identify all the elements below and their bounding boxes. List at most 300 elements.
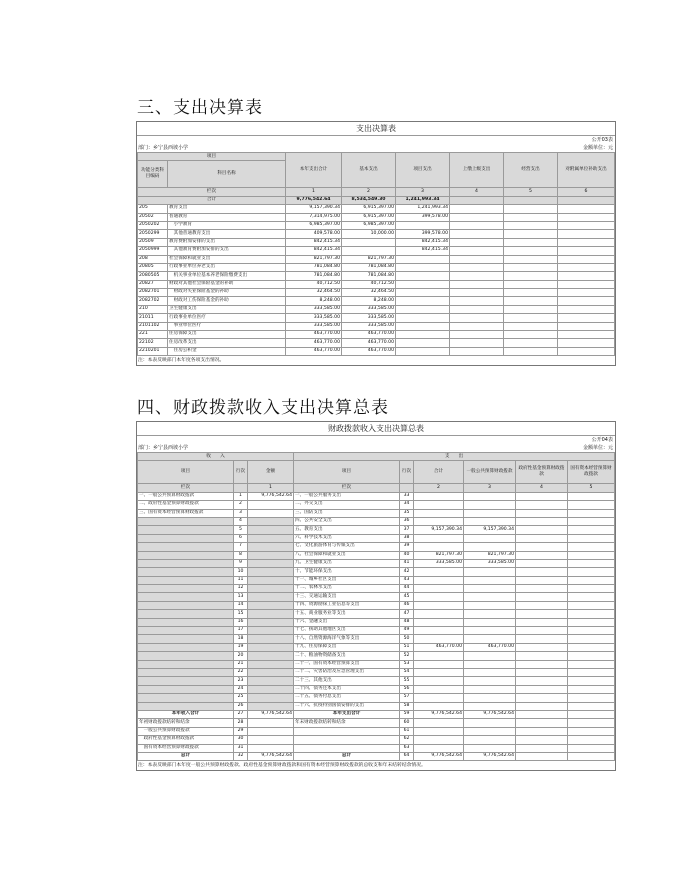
expense-amount xyxy=(516,610,568,618)
amount-cell xyxy=(504,213,558,221)
col-index-5: 5 xyxy=(504,188,558,196)
income-amount xyxy=(248,543,294,551)
amount-cell: 8,248.00 xyxy=(286,297,342,305)
table-row xyxy=(138,331,615,339)
income-line-no: 13 xyxy=(234,593,248,601)
col-index-3: 3 xyxy=(464,484,516,492)
expense-amount xyxy=(568,727,615,735)
subject-name: 行政事业单位医疗 xyxy=(168,314,286,322)
income-amount xyxy=(248,685,294,693)
expense-amount xyxy=(516,727,568,735)
income-line-no: 16 xyxy=(234,618,248,626)
subject-name: 社会保障和就业支出 xyxy=(168,255,286,263)
amount-cell xyxy=(396,305,450,313)
income-item xyxy=(138,660,234,668)
expense-line-no: 56 xyxy=(400,685,414,693)
income-item xyxy=(138,610,234,618)
subject-code: 20509 xyxy=(138,238,168,246)
table-row xyxy=(138,247,615,255)
total-value-1: 9,776,542.64 xyxy=(286,196,342,204)
amount-cell: 781,084.80 xyxy=(342,272,396,280)
amount-cell xyxy=(504,247,558,255)
income-amount xyxy=(248,719,294,727)
expense-amount xyxy=(414,534,464,542)
expense-line-no: 40 xyxy=(400,551,414,559)
income-amount xyxy=(248,585,294,593)
table-row xyxy=(138,534,615,542)
total-value-6 xyxy=(558,196,615,204)
amount-cell: 333,585.00 xyxy=(286,322,342,330)
income-amount xyxy=(248,576,294,584)
expense-amount xyxy=(568,593,615,601)
income-item xyxy=(138,627,234,635)
expense-line-no: 58 xyxy=(400,702,414,710)
income-amount xyxy=(248,660,294,668)
expense-amount xyxy=(568,710,615,718)
table-row xyxy=(138,685,615,693)
income-line-no: 5 xyxy=(234,526,248,534)
col-index-6: 6 xyxy=(558,188,615,196)
income-item xyxy=(138,551,234,559)
expense-amount xyxy=(516,551,568,559)
income-line-no: 23 xyxy=(234,677,248,685)
income-amount xyxy=(248,702,294,710)
amount-cell: 333,585.00 xyxy=(286,314,342,322)
expenditure-table-body xyxy=(138,205,615,356)
expense-line-no: 49 xyxy=(400,627,414,635)
table-row xyxy=(138,347,615,355)
table-row xyxy=(138,559,615,567)
table-row xyxy=(138,593,615,601)
amount-cell xyxy=(450,305,504,313)
income-amount: 9,776,542.64 xyxy=(248,752,294,760)
expense-line-no: 47 xyxy=(400,610,414,618)
expense-amount: 9,776,542.64 xyxy=(414,752,464,760)
table-row xyxy=(138,744,615,752)
table-row xyxy=(138,322,615,330)
col-index-3: 3 xyxy=(396,188,450,196)
amount-cell: 40,712.50 xyxy=(286,280,342,288)
expense-amount xyxy=(464,694,516,702)
expense-amount xyxy=(464,593,516,601)
income-line-no: 4 xyxy=(234,517,248,525)
subject-code: 2050202 xyxy=(138,221,168,229)
col-index-1: 1 xyxy=(248,484,294,492)
expense-amount: 821,797.30 xyxy=(464,551,516,559)
amount-cell xyxy=(396,331,450,339)
expense-item-header: 项目 xyxy=(294,461,400,484)
subject-name: 普通教育 xyxy=(168,213,286,221)
amount-cell xyxy=(504,280,558,288)
income-line-no: 22 xyxy=(234,668,248,676)
expense-amount: 463,770.00 xyxy=(414,643,464,651)
expense-amount xyxy=(414,593,464,601)
expense-line-no: 51 xyxy=(400,643,414,651)
subject-name: 财政对工伤保险基金的补助 xyxy=(168,297,286,305)
amount-cell: 463,770.00 xyxy=(286,339,342,347)
table-row xyxy=(138,205,615,213)
expense-general-header: 一般公共预算财政拨款 xyxy=(464,461,516,484)
amount-cell xyxy=(558,255,615,263)
expense-amount xyxy=(414,576,464,584)
expense-amount xyxy=(568,643,615,651)
expense-line-no: 55 xyxy=(400,677,414,685)
expense-item: 九、卫生健康支出 xyxy=(294,559,400,567)
expense-amount xyxy=(568,601,615,609)
income-line-no: 18 xyxy=(234,635,248,643)
expense-amount xyxy=(516,643,568,651)
expense-amount xyxy=(568,677,615,685)
amount-cell: 1,241,993.34 xyxy=(396,205,450,213)
expense-item: 十六、金融支出 xyxy=(294,618,400,626)
income-amount xyxy=(248,694,294,702)
amount-cell xyxy=(342,247,396,255)
amount-cell: 333,585.00 xyxy=(286,305,342,313)
amount-cell xyxy=(558,339,615,347)
col-index-label-left: 栏次 xyxy=(138,484,234,492)
expense-item: 二十六、抗疫特别国债安排的支出 xyxy=(294,702,400,710)
expense-amount xyxy=(516,652,568,660)
col-index-2: 2 xyxy=(342,188,396,196)
expense-line-no: 44 xyxy=(400,585,414,593)
table-row xyxy=(138,551,615,559)
expense-line-no: 57 xyxy=(400,694,414,702)
expense-line-no: 45 xyxy=(400,593,414,601)
expense-line-no: 63 xyxy=(400,744,414,752)
amount-cell xyxy=(558,263,615,271)
expense-item: 二十二、灾害防治及应急管理支出 xyxy=(294,668,400,676)
expense-amount xyxy=(568,568,615,576)
expense-amount xyxy=(516,710,568,718)
table-row xyxy=(138,568,615,576)
table-row xyxy=(138,501,615,509)
subject-name: 小学教育 xyxy=(168,221,286,229)
income-item: 一、一般公共预算财政拨款 xyxy=(138,492,234,500)
table-row xyxy=(138,509,615,517)
amount-cell: 32,464.50 xyxy=(286,289,342,297)
table-row xyxy=(138,652,615,660)
income-item xyxy=(138,517,234,525)
col-project-header: 项目支出 xyxy=(396,153,450,188)
expense-amount xyxy=(414,627,464,635)
col-index-label: 栏次 xyxy=(138,188,286,196)
amount-cell xyxy=(450,347,504,355)
amount-cell: 463,770.00 xyxy=(286,331,342,339)
expense-amount xyxy=(568,685,615,693)
amount-cell xyxy=(504,305,558,313)
expense-amount xyxy=(464,543,516,551)
income-line-no: 32 xyxy=(234,752,248,760)
amount-cell: 463,770.00 xyxy=(342,331,396,339)
amount-cell xyxy=(504,289,558,297)
amount-cell xyxy=(558,280,615,288)
expense-amount xyxy=(464,719,516,727)
expenditure-table-title: 支出决算表 xyxy=(137,122,615,136)
amount-cell: 463,770.00 xyxy=(286,347,342,355)
expense-amount xyxy=(516,585,568,593)
unit-label: 金额单位：元 xyxy=(582,145,613,151)
income-item: 国有资本经营预算财政拨款 xyxy=(138,744,234,752)
amount-cell: 821,797.30 xyxy=(342,255,396,263)
expense-amount xyxy=(516,660,568,668)
income-amount xyxy=(248,559,294,567)
amount-cell xyxy=(558,272,615,280)
subject-code: 2101102 xyxy=(138,322,168,330)
table-row xyxy=(138,694,615,702)
amount-cell xyxy=(396,297,450,305)
expense-amount xyxy=(464,744,516,752)
income-item xyxy=(138,685,234,693)
amount-cell xyxy=(396,322,450,330)
expense-line-no: 52 xyxy=(400,652,414,660)
expense-line-no: 64 xyxy=(400,752,414,760)
income-line-no: 1 xyxy=(234,492,248,500)
income-amount xyxy=(248,744,294,752)
expense-amount xyxy=(464,677,516,685)
expense-total-header: 合计 xyxy=(414,461,464,484)
expense-amount xyxy=(568,534,615,542)
expense-amount xyxy=(568,501,615,509)
expense-amount xyxy=(414,618,464,626)
expense-line-no: 33 xyxy=(400,492,414,500)
expense-line-no: 59 xyxy=(400,710,414,718)
amount-cell xyxy=(396,339,450,347)
income-line-no: 31 xyxy=(234,744,248,752)
amount-cell xyxy=(558,297,615,305)
table-row xyxy=(138,238,615,246)
expense-amount xyxy=(516,601,568,609)
expense-amount xyxy=(464,492,516,500)
income-item: 政府性基金预算财政拨款 xyxy=(138,736,234,744)
subject-name: 财政对失业保险基金的补助 xyxy=(168,289,286,297)
income-item xyxy=(138,585,234,593)
amount-cell xyxy=(504,314,558,322)
amount-cell: 842,415.34 xyxy=(396,247,450,255)
expenditure-note: 注：本表反映部门本年度各项支出情况。 xyxy=(138,358,225,364)
expense-amount xyxy=(464,534,516,542)
amount-cell: 781,084.80 xyxy=(286,272,342,280)
amount-cell: 821,797.30 xyxy=(286,255,342,263)
expense-amount xyxy=(464,736,516,744)
fiscal-table-frame xyxy=(136,421,616,771)
expense-amount xyxy=(516,534,568,542)
expense-amount xyxy=(516,543,568,551)
income-amount xyxy=(248,736,294,744)
table-row xyxy=(138,677,615,685)
expense-line-no: 34 xyxy=(400,501,414,509)
income-item xyxy=(138,668,234,676)
income-item xyxy=(138,601,234,609)
subject-code: 22102 xyxy=(138,339,168,347)
expenditure-table-frame xyxy=(136,121,616,366)
col-index-2: 2 xyxy=(414,484,464,492)
amount-cell xyxy=(396,263,450,271)
amount-cell xyxy=(558,247,615,255)
expense-item: 二十三、其他支出 xyxy=(294,677,400,685)
expense-line-no: 61 xyxy=(400,727,414,735)
expense-amount xyxy=(568,668,615,676)
expense-amount xyxy=(414,727,464,735)
income-amount xyxy=(248,727,294,735)
unit-label: 金额单位：元 xyxy=(582,445,613,451)
expense-item xyxy=(294,727,400,735)
amount-cell xyxy=(504,322,558,330)
expense-amount xyxy=(464,727,516,735)
expense-item: 十一、城乡社区支出 xyxy=(294,576,400,584)
subject-name: 住房公积金 xyxy=(168,347,286,355)
expense-amount xyxy=(568,719,615,727)
amount-cell xyxy=(396,314,450,322)
amount-cell xyxy=(504,297,558,305)
amount-cell xyxy=(504,255,558,263)
total-value-3: 1,241,993.34 xyxy=(396,196,450,204)
expense-item: 二、外交支出 xyxy=(294,501,400,509)
expense-amount xyxy=(516,593,568,601)
income-amount xyxy=(248,627,294,635)
expense-amount xyxy=(568,752,615,760)
income-line-no: 20 xyxy=(234,652,248,660)
income-line-no: 28 xyxy=(234,719,248,727)
expense-amount xyxy=(414,585,464,593)
income-line-no: 25 xyxy=(234,694,248,702)
amount-cell: 399,578.00 xyxy=(396,230,450,238)
amount-cell xyxy=(450,230,504,238)
income-amount xyxy=(248,643,294,651)
expense-line-no: 36 xyxy=(400,517,414,525)
expense-amount xyxy=(516,744,568,752)
expense-item: 十八、自然资源海洋气象等支出 xyxy=(294,635,400,643)
expense-amount xyxy=(568,736,615,744)
col-index-label-right: 栏次 xyxy=(294,484,400,492)
table-row xyxy=(138,314,615,322)
total-label: 合计 xyxy=(138,196,286,204)
expense-amount xyxy=(464,652,516,660)
income-line-no: 15 xyxy=(234,610,248,618)
expense-amount xyxy=(568,618,615,626)
expense-amount xyxy=(516,492,568,500)
table-row xyxy=(138,601,615,609)
expense-amount xyxy=(464,702,516,710)
income-amount xyxy=(248,517,294,525)
section3-heading: 三、支出决算表 xyxy=(137,98,263,118)
table-row xyxy=(138,305,615,313)
income-item: 二、政府性基金预算财政拨款 xyxy=(138,501,234,509)
table-row xyxy=(138,710,615,718)
income-line-no: 19 xyxy=(234,643,248,651)
col-basic-header: 基本支出 xyxy=(342,153,396,188)
expense-amount: 333,585.00 xyxy=(464,559,516,567)
expense-amount xyxy=(568,551,615,559)
amount-cell xyxy=(558,331,615,339)
expense-line-no: 60 xyxy=(400,719,414,727)
income-amount xyxy=(248,501,294,509)
income-item-header: 项目 xyxy=(138,461,234,484)
subject-code: 2050999 xyxy=(138,247,168,255)
expense-amount xyxy=(516,509,568,517)
expense-amount xyxy=(464,627,516,635)
expense-amount xyxy=(568,576,615,584)
code-header: 功能分类科目编码 xyxy=(138,161,168,188)
expense-item: 五、教育支出 xyxy=(294,526,400,534)
expense-amount xyxy=(414,685,464,693)
table-row xyxy=(138,610,615,618)
table-row xyxy=(138,727,615,735)
col-index-4: 4 xyxy=(516,484,568,492)
income-item: 总计 xyxy=(138,752,234,760)
income-amount xyxy=(248,593,294,601)
expense-item xyxy=(294,744,400,752)
subject-code: 2082702 xyxy=(138,297,168,305)
expense-item: 七、文化旅游体育与传媒支出 xyxy=(294,543,400,551)
income-line-no: 2 xyxy=(234,501,248,509)
expense-amount xyxy=(414,492,464,500)
amount-cell xyxy=(396,347,450,355)
subject-code: 2210201 xyxy=(138,347,168,355)
expense-amount xyxy=(414,652,464,660)
expense-item: 十三、交通运输支出 xyxy=(294,593,400,601)
income-amount-header: 金额 xyxy=(248,461,294,484)
form-number: 公开03表 xyxy=(591,137,613,143)
income-line-header: 行次 xyxy=(234,461,248,484)
subject-code: 221 xyxy=(138,331,168,339)
fiscal-meta-row-1 xyxy=(137,436,615,444)
subject-code: 2082701 xyxy=(138,289,168,297)
income-amount: 9,776,542.64 xyxy=(248,492,294,500)
table-row xyxy=(138,297,615,305)
income-amount xyxy=(248,610,294,618)
subject-name: 教育费附加安排的支出 xyxy=(168,238,286,246)
expense-item: 六、科学技术支出 xyxy=(294,534,400,542)
expense-amount xyxy=(568,517,615,525)
table-row xyxy=(138,213,615,221)
expense-amount xyxy=(464,685,516,693)
col-index-4: 4 xyxy=(450,188,504,196)
income-line-no: 21 xyxy=(234,660,248,668)
expense-item: 十、节能环保支出 xyxy=(294,568,400,576)
department-label: 部门：乡宁县西坡小学 xyxy=(138,445,189,451)
income-amount xyxy=(248,652,294,660)
amount-cell xyxy=(504,339,558,347)
income-amount xyxy=(248,509,294,517)
expense-amount xyxy=(568,660,615,668)
amount-cell: 6,915,397.00 xyxy=(342,205,396,213)
expense-amount: 9,776,542.64 xyxy=(414,710,464,718)
amount-cell xyxy=(450,263,504,271)
total-value-5 xyxy=(504,196,558,204)
amount-cell: 333,585.00 xyxy=(342,305,396,313)
table-row xyxy=(138,719,615,727)
amount-cell xyxy=(450,205,504,213)
amount-cell xyxy=(396,289,450,297)
amount-cell: 40,712.50 xyxy=(342,280,396,288)
expense-amount xyxy=(516,517,568,525)
expense-amount xyxy=(516,694,568,702)
table-row xyxy=(138,618,615,626)
total-value-4 xyxy=(450,196,504,204)
subject-name: 其他普通教育支出 xyxy=(168,230,286,238)
expense-amount: 9,157,390.34 xyxy=(414,526,464,534)
table-row xyxy=(138,526,615,534)
amount-cell xyxy=(396,255,450,263)
expense-amount xyxy=(414,668,464,676)
income-item xyxy=(138,677,234,685)
income-amount xyxy=(248,568,294,576)
expense-amount xyxy=(414,501,464,509)
amount-cell: 463,770.00 xyxy=(342,347,396,355)
amount-cell: 463,770.00 xyxy=(342,339,396,347)
expense-item: 二十四、债务还本支出 xyxy=(294,685,400,693)
expense-amount xyxy=(414,601,464,609)
